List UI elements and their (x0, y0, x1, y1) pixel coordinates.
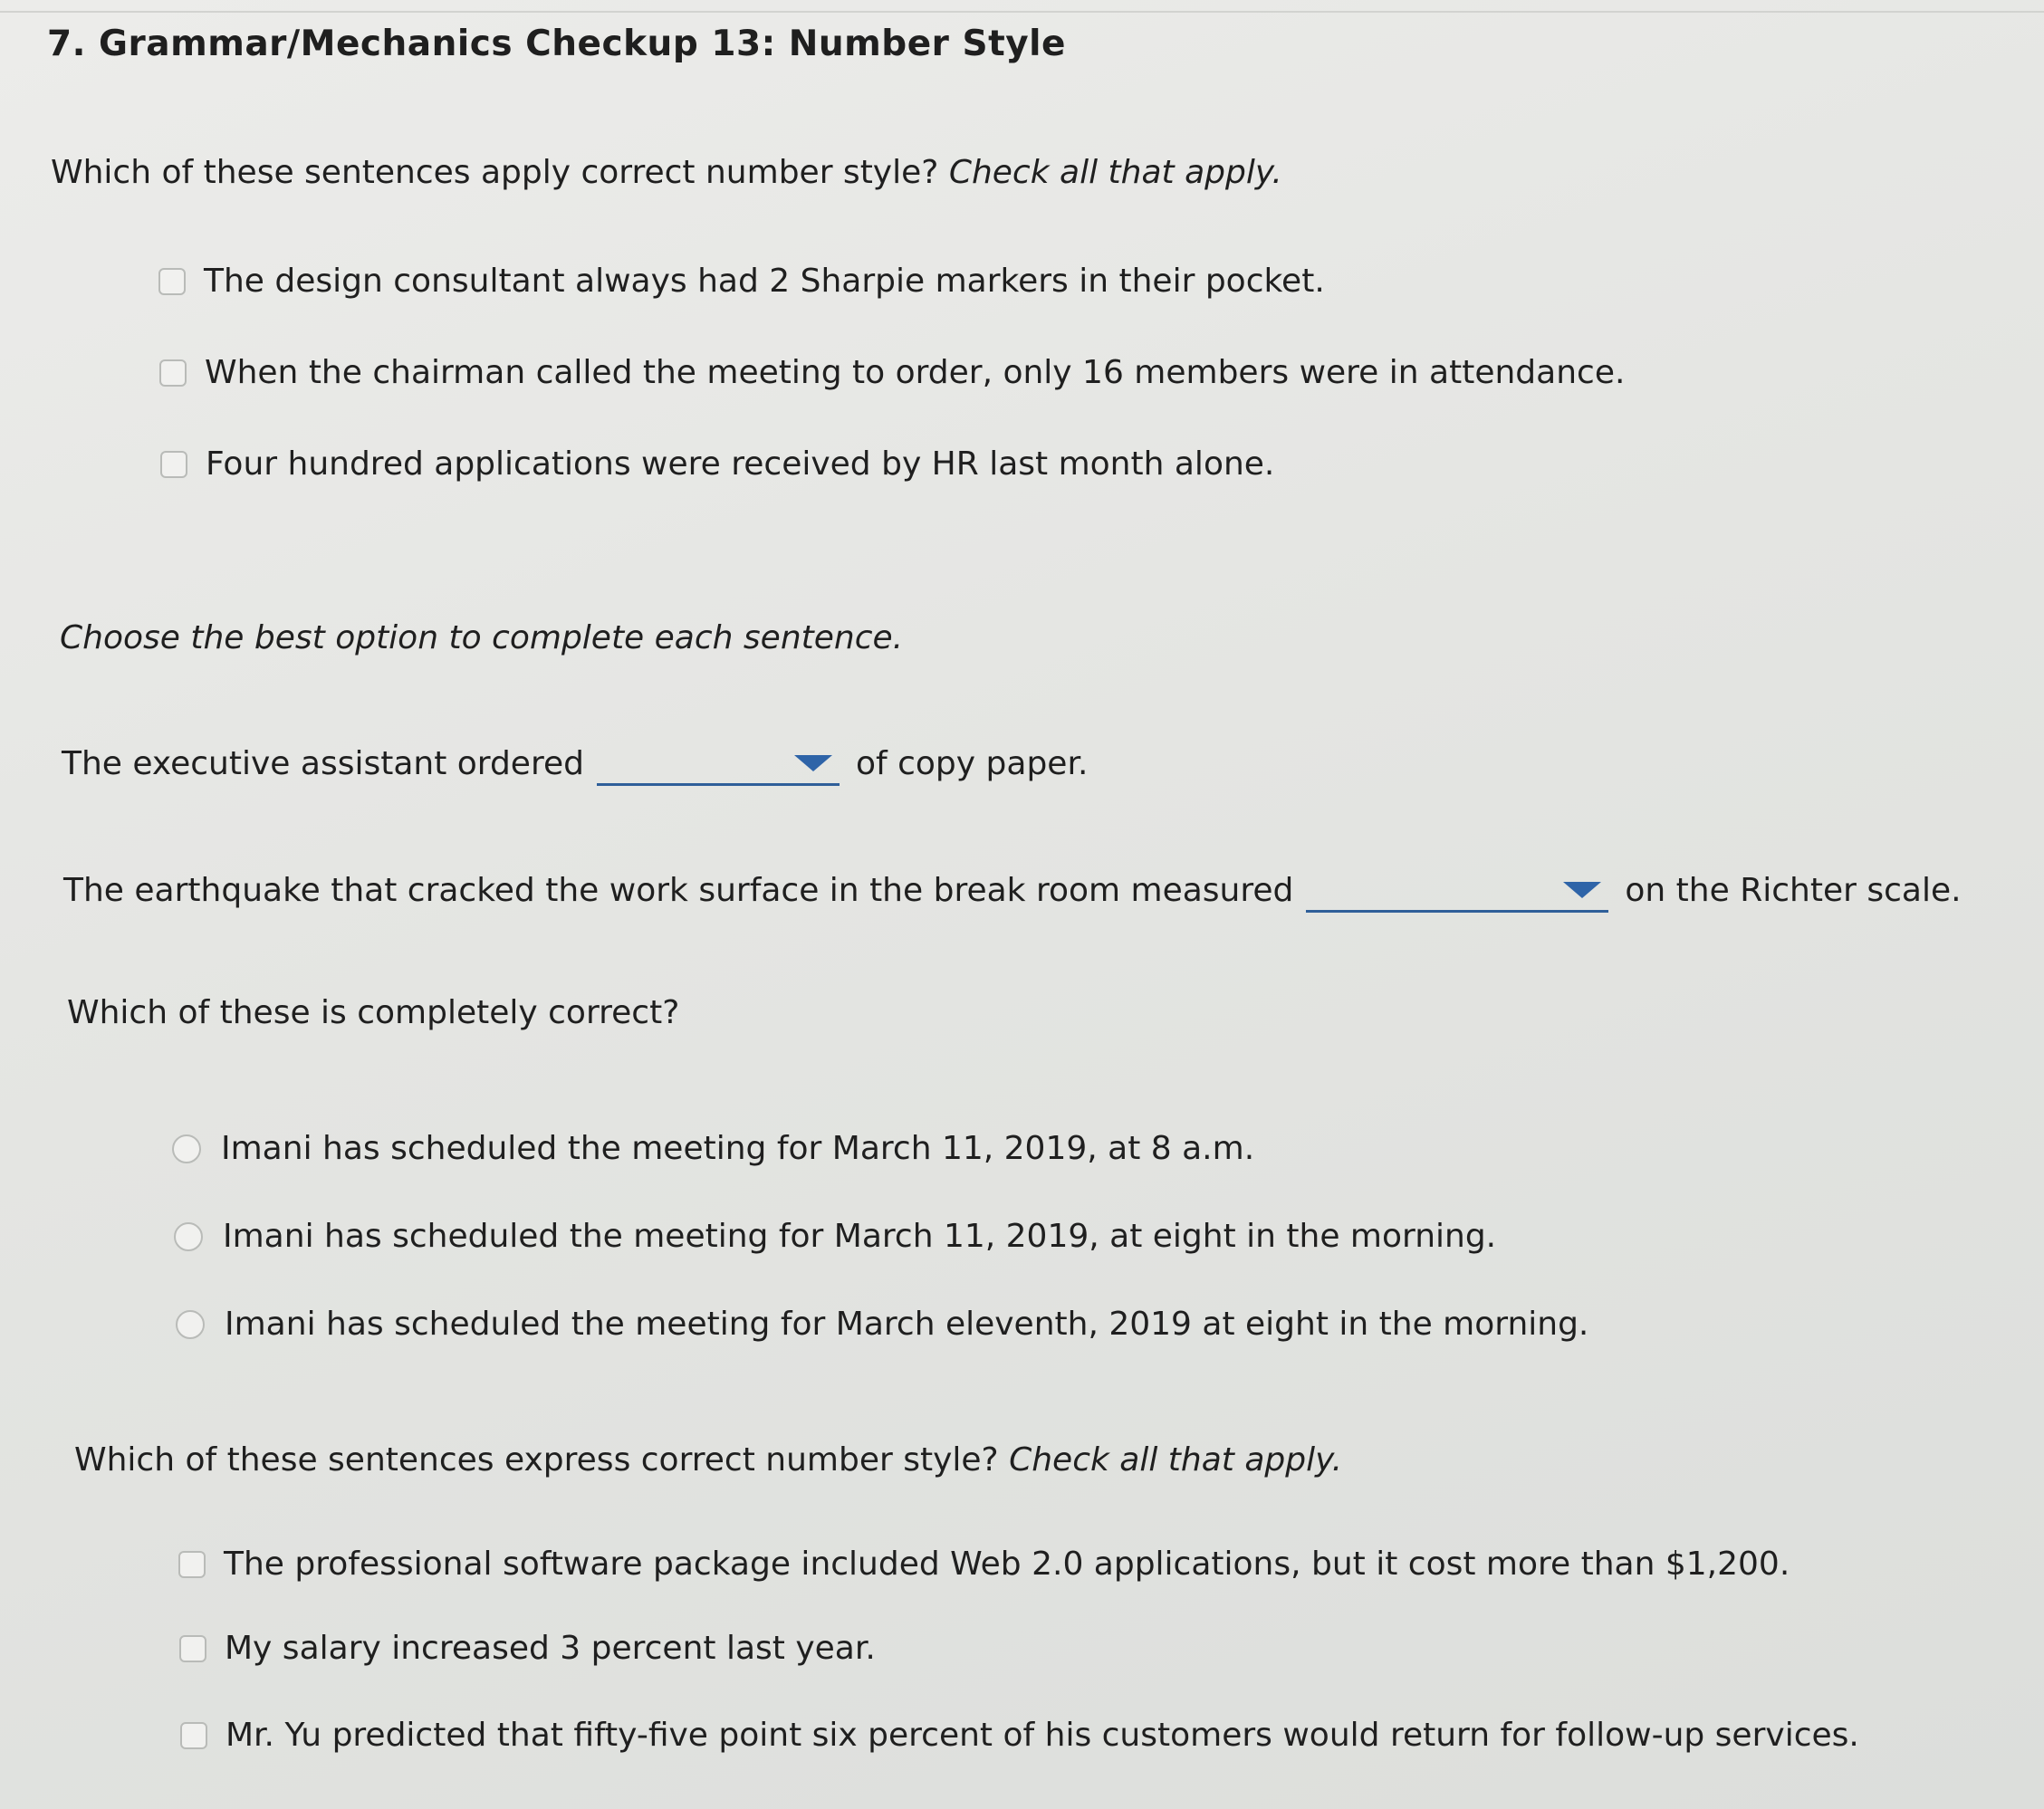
chevron-down-icon (1563, 882, 1601, 898)
q4-instruction: Check all that apply. (1009, 1441, 1343, 1479)
q2-sentence-1 (62, 741, 1088, 786)
q3-option-1[interactable] (172, 1130, 1254, 1167)
q4-option-1[interactable] (178, 1546, 1790, 1583)
radio-button[interactable] (176, 1310, 205, 1339)
chevron-down-icon (794, 755, 832, 771)
checkbox[interactable] (158, 268, 186, 295)
q1-option-3[interactable] (160, 445, 1274, 483)
top-divider (0, 11, 2044, 13)
q1-option-1[interactable] (158, 263, 1325, 300)
q3-prompt (67, 994, 679, 1031)
q4-option-3-label: Mr. Yu predicted that fifty-five point six percent of his customers would return for follow-up services. (226, 1717, 1859, 1754)
q2-sentence-2-before: The earthquake that cracked the work surface in the break room measured (63, 871, 1294, 909)
q3-option-2-label: Imani has scheduled the meeting for March 11, 2019, at eight in the morning. (223, 1218, 1497, 1255)
checkbox[interactable] (160, 451, 187, 478)
q4-option-3[interactable] (180, 1717, 1859, 1754)
checkbox[interactable] (159, 359, 187, 387)
q1-instruction: Check all that apply. (948, 154, 1282, 191)
q3-prompt-text: Which of these is completely correct? (67, 994, 680, 1031)
q1-prompt-text: Which of these sentences apply correct number style? (51, 154, 939, 191)
q4-prompt-text: Which of these sentences express correct number style? (74, 1441, 999, 1479)
q2-sentence-1-before: The executive assistant ordered (62, 744, 584, 782)
q2-sentence-2-dropdown[interactable] (1306, 867, 1608, 913)
q3-option-3[interactable] (176, 1306, 1588, 1343)
question-title: 7. Grammar/Mechanics Checkup 13: Number Style (47, 24, 1066, 64)
q4-option-1-label: The professional software package included Web 2.0 applications, but it cost more than $1,200. (224, 1546, 1790, 1583)
checkbox[interactable] (178, 1551, 206, 1578)
q1-option-2[interactable] (159, 354, 1625, 391)
q4-option-2[interactable] (179, 1630, 876, 1667)
q1-option-1-label: The design consultant always had 2 Sharpie markers in their pocket. (204, 263, 1325, 300)
q4-option-2-label: My salary increased 3 percent last year. (225, 1630, 876, 1667)
q2-sentence-1-dropdown[interactable] (597, 741, 840, 786)
radio-button[interactable] (174, 1222, 203, 1251)
checkbox[interactable] (180, 1722, 207, 1749)
q2-instruction: Choose the best option to complete each sentence. (60, 619, 904, 656)
q1-prompt (51, 154, 1282, 191)
q1-option-2-label: When the chairman called the meeting to order, only 16 members were in attendance. (205, 354, 1626, 391)
q3-option-1-label: Imani has scheduled the meeting for March 11, 2019, at 8 a.m. (221, 1130, 1255, 1167)
q4-prompt (74, 1441, 1342, 1479)
q3-option-3-label: Imani has scheduled the meeting for March eleventh, 2019 at eight in the morning. (225, 1306, 1589, 1343)
q2-sentence-2 (63, 867, 1962, 913)
q2-sentence-1-after: of copy paper. (855, 744, 1089, 782)
checkbox[interactable] (179, 1635, 206, 1662)
radio-button[interactable] (172, 1134, 201, 1163)
q1-option-3-label: Four hundred applications were received by HR last month alone. (206, 445, 1275, 483)
q2-sentence-2-after: on the Richter scale. (1625, 871, 1962, 909)
q3-option-2[interactable] (174, 1218, 1496, 1255)
q2-instruction-row (60, 619, 903, 656)
